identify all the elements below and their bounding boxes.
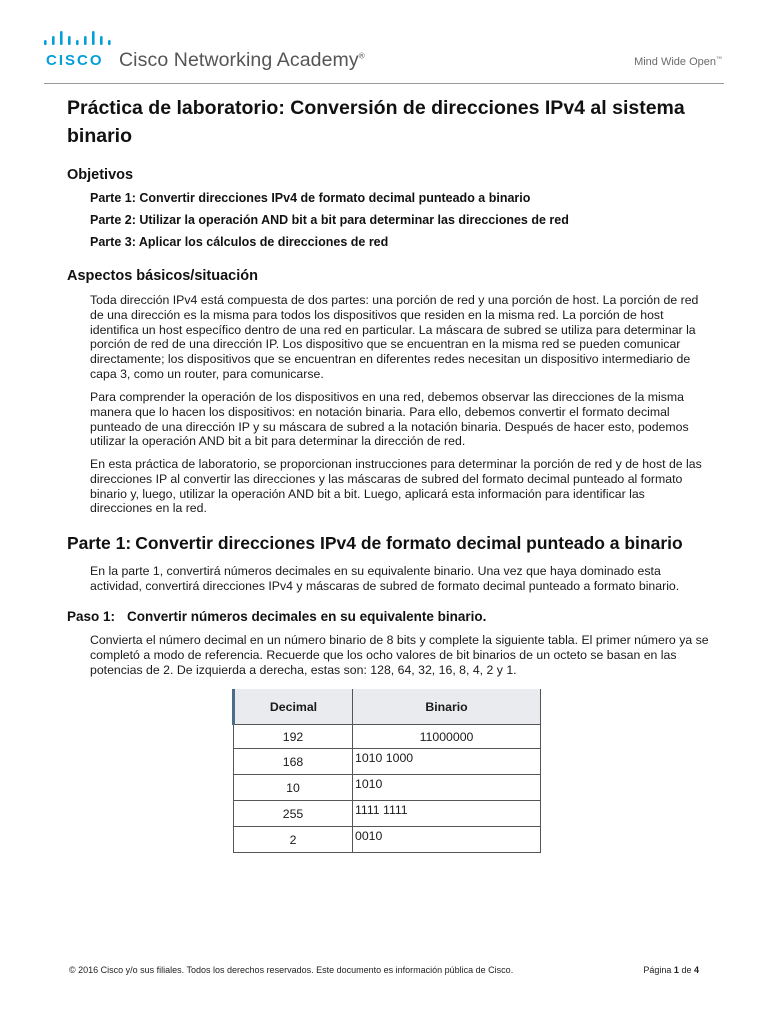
page-header [0,0,768,84]
decimal-cell: 192 [234,725,353,749]
table-row [234,725,541,749]
table-row [234,775,541,801]
step1-instructions: Convierta el número decimal en un número binario de 8 bits y complete la siguiente tabla. El primer número ya se completó a modo de referencia. Recuerde que los ocho valores de bit binarios de un octeto se basan en las potencias de 2. De izquierda a derecha, estas son: 128, 64, 32, 16, 8, 4, 2 y 1. [90,633,709,677]
background-paragraph: En esta práctica de laboratorio, se proporcionan instrucciones para determinar la porción de red y de host de las direcciones IP al convertir las direcciones y las máscaras de subred del formato decimal punteado al formato binario y, luego, utilizar la operación AND bit a bit. Luego, aplicará esta información para identificar las direcciones en la red. [90,457,702,516]
header-divider [44,83,724,84]
binary-cell[interactable]: 1010 1000 [353,749,541,775]
binary-cell[interactable]: 11000000 [353,725,541,749]
column-header-decimal: Decimal [234,689,353,725]
background-heading: Aspectos básicos/situación [67,268,258,284]
decimal-cell: 10 [234,775,353,801]
objectives-heading: Objetivos [67,167,134,183]
column-header-binary: Binario [353,689,541,725]
table-row [234,801,541,827]
background-paragraph: Para comprender la operación de los dispositivos en una red, debemos observar las direcciones de la misma manera que lo hacen los dispositivos: en notación binaria. Para ello, debemos convertir el formato decimal punteado de una dirección IP y su máscara de subred a la notación binaria. Después de hacer esto, podemos utilizar la operación AND bit a bit para determinar la dirección de red. [90,390,689,449]
decimal-cell: 168 [234,749,353,775]
binary-cell[interactable]: 1010 [353,775,541,801]
decimal-binary-table [232,689,541,853]
objective-item: Parte 3: Aplicar los cálculos de direcciones de red [90,235,389,249]
cisco-logo-bars-icon [44,31,114,49]
objective-item: Parte 1: Convertir direcciones IPv4 de formato decimal punteado a binario [90,191,531,205]
background-paragraph: Toda dirección IPv4 está compuesta de dos partes: una porción de red y una porción de host. La porción de red de una dirección es la misma para todos los dispositivos que residen en la misma red. La porción de host identifica un host específico dentro de una red en particular. La máscara de subred se utiliza para determinar la porción de red de una dirección IP. Los dispositivo que se encuentran en la misma red se pueden comunicar directamente; los dispositivos que se encuentran en diferentes redes necesitan un dispositivo intermediario de capa 3, como un router, para comunicarse. [90,293,699,381]
table-row [234,749,541,775]
page-number: Página 1 de 4 [643,965,699,975]
decimal-cell: 255 [234,801,353,827]
step1-heading: Paso 1: Convertir números decimales en su equivalente binario. [67,609,487,624]
page-title: Práctica de laboratorio: Conversión de direcciones IPv4 al sistema binario [67,97,685,147]
table-header-row [234,689,541,725]
part1-intro: En la parte 1, convertirá números decimales en su equivalente binario. Una vez que haya dominado esta actividad, convertirá direcciones IPv4 y máscaras de subred de formato decimal punteado a formato binario. [90,564,680,593]
objective-item: Parte 2: Utilizar la operación AND bit a bit para determinar las direcciones de red [90,213,569,227]
binary-cell[interactable]: 1111 1111 [353,801,541,827]
tagline: Mind Wide Open™ [634,56,722,68]
table-row [234,827,541,853]
part1-heading: Parte 1: Convertir direcciones IPv4 de formato decimal punteado a binario [67,533,683,553]
decimal-cell: 2 [234,827,353,853]
footer-copyright: © 2016 Cisco y/o sus filiales. Todos los derechos reservados. Este documento es información pública de Cisco. [69,965,514,975]
binary-cell[interactable]: 0010 [353,827,541,853]
cisco-wordmark: CISCO [46,52,104,69]
academy-name: Cisco Networking Academy® [119,49,365,71]
